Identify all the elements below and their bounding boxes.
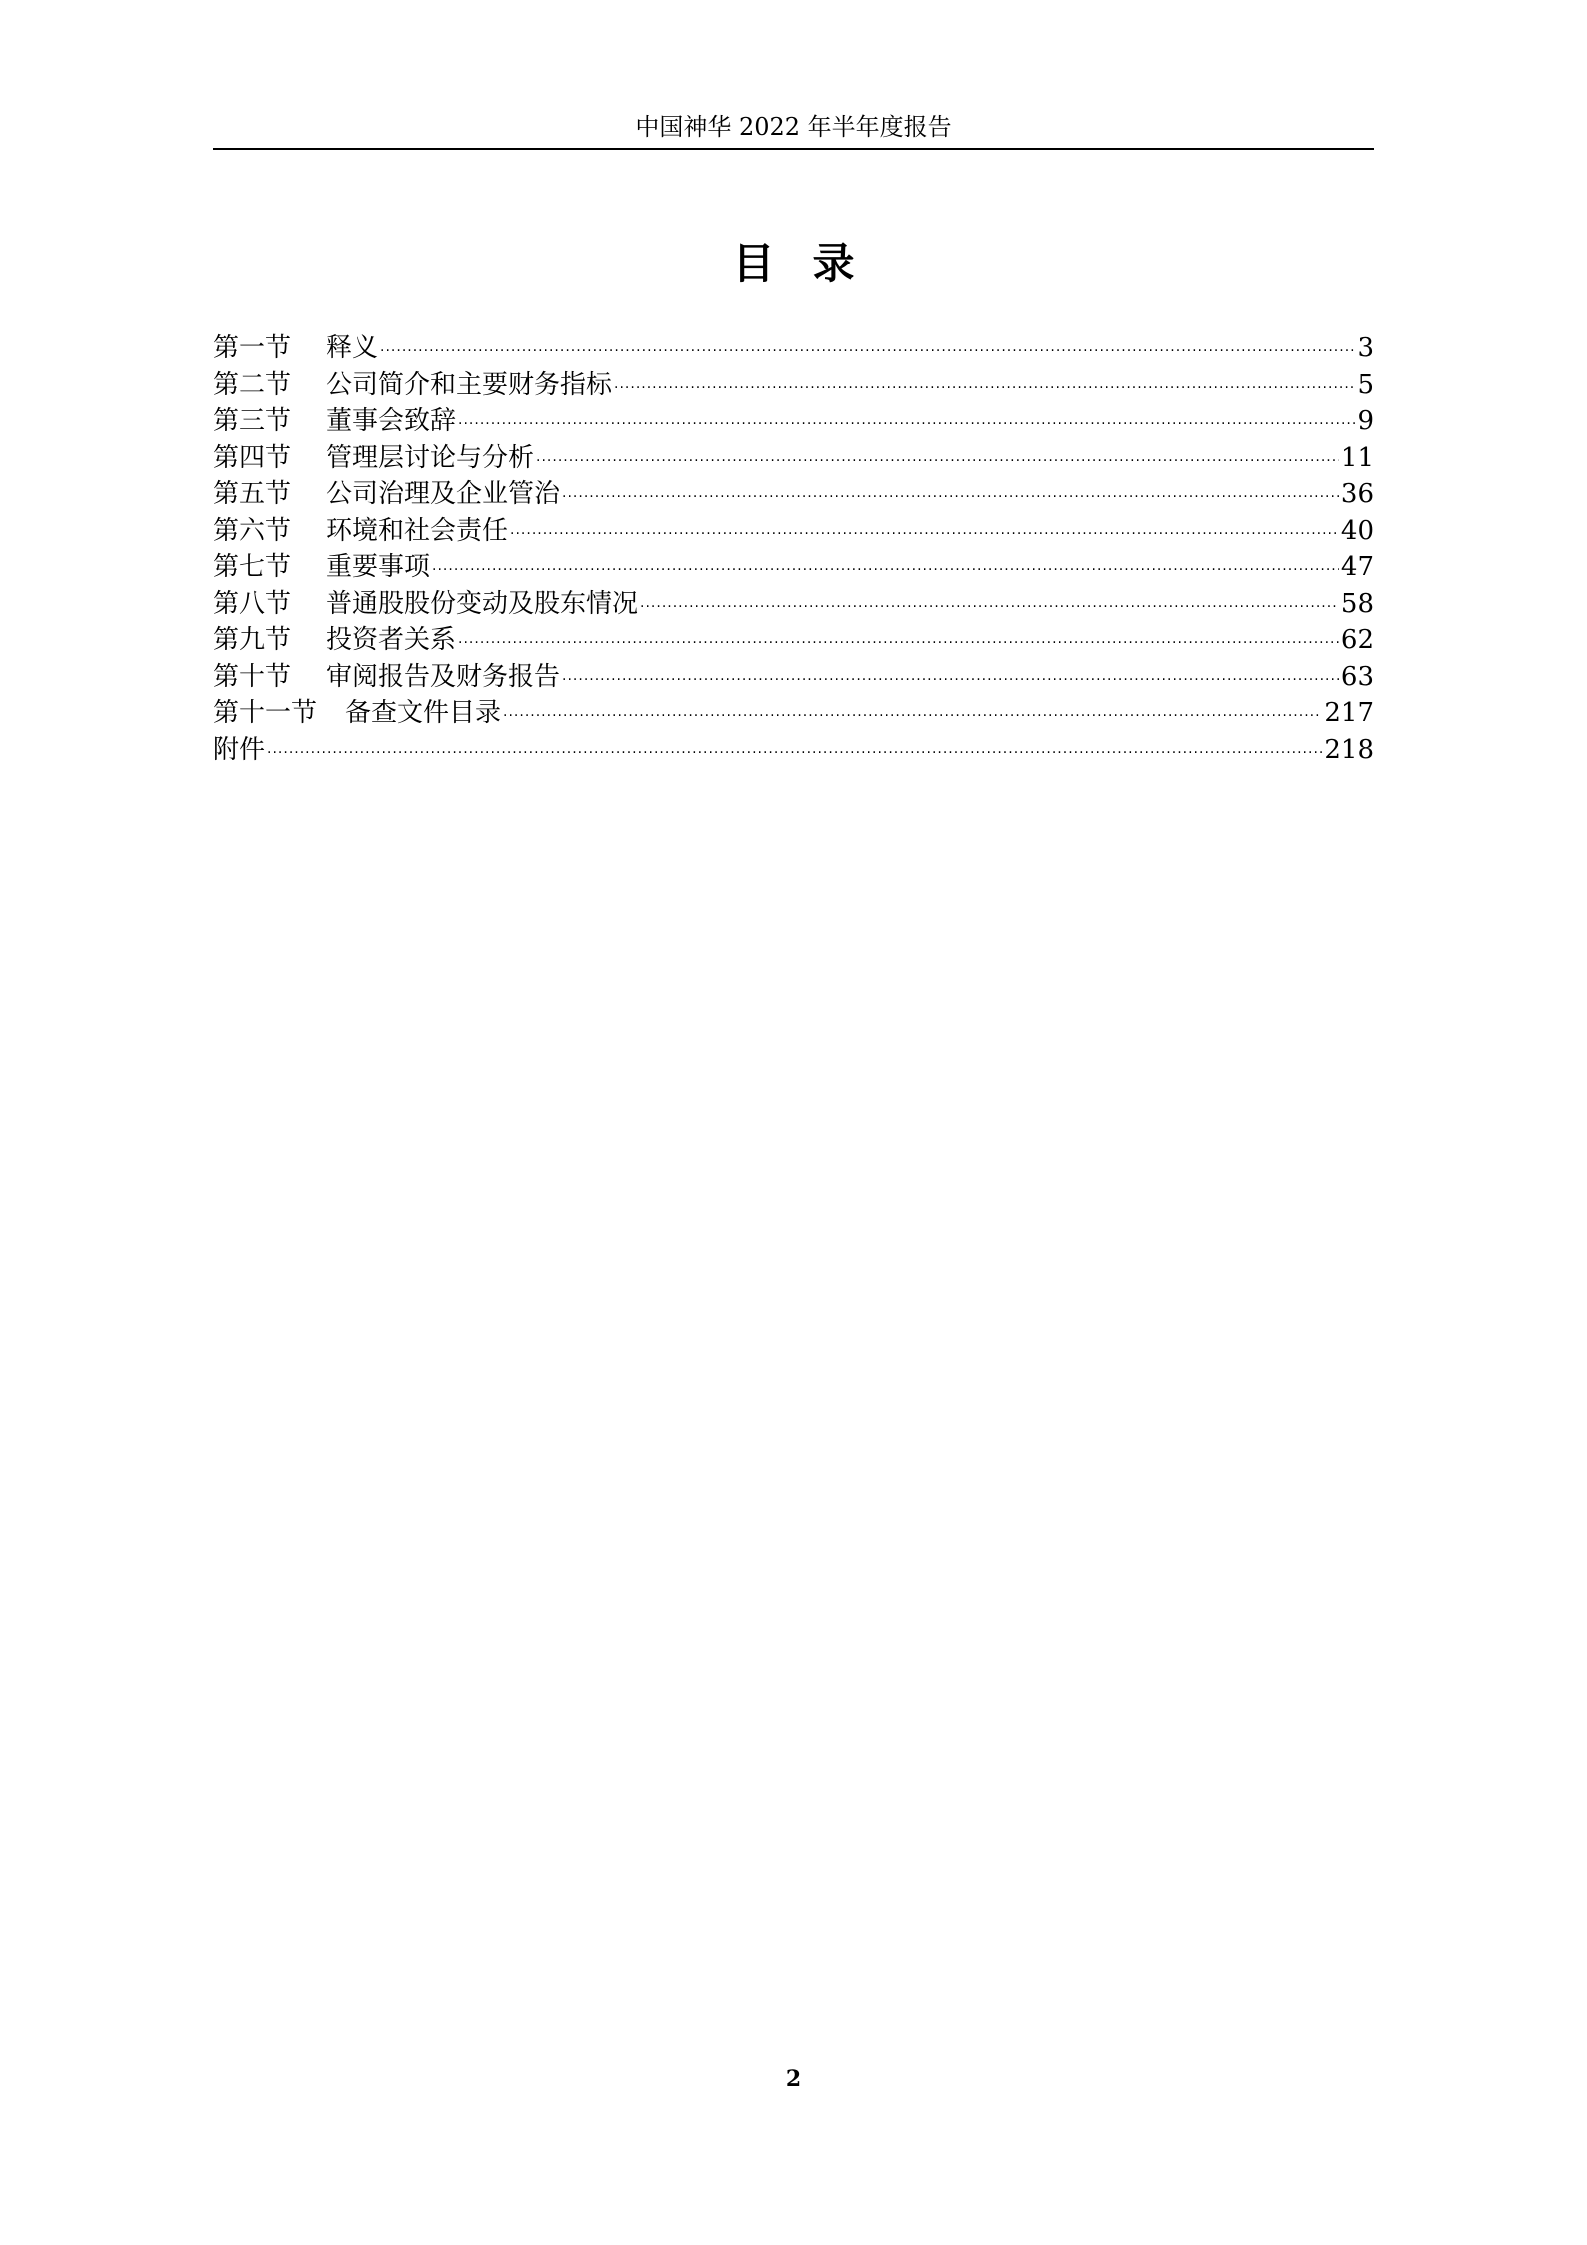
toc-leader-dots (510, 503, 1339, 539)
toc-section-title: 董事会致辞 (326, 406, 457, 436)
toc-leader-dots (432, 539, 1339, 575)
header-rule (213, 148, 1374, 150)
toc-section-title: 附件 (213, 734, 266, 765)
toc-item-2[interactable] (213, 357, 1374, 400)
toc-section-number: 第十一节 (213, 698, 318, 728)
toc-leader-dots (562, 466, 1339, 502)
toc-leader-dots (503, 685, 1322, 721)
toc-section-title: 备查文件目录 (345, 698, 502, 728)
toc-section-title: 公司简介和主要财务指标 (326, 369, 613, 400)
toc-title (213, 235, 1374, 293)
toc-page-number: 3 (1357, 333, 1374, 363)
toc-leader-dots (458, 393, 1355, 429)
toc-leader-dots (267, 722, 1322, 758)
toc-item-1[interactable] (213, 320, 1374, 363)
toc-page-number: 218 (1324, 734, 1374, 765)
toc-leader-dots (458, 612, 1339, 648)
toc-section-number: 第三节 (213, 406, 292, 436)
toc-item-appendix[interactable] (213, 722, 1374, 765)
toc-leader-dots (640, 576, 1339, 612)
toc-page-number: 40 (1340, 515, 1374, 546)
toc-section-number: 第七节 (213, 552, 292, 582)
toc-title-char-1: 目 (732, 239, 775, 288)
toc-list (213, 320, 1374, 765)
toc-section-title: 管理层讨论与分析 (326, 442, 535, 473)
toc-leader-dots (562, 649, 1339, 685)
toc-section-number: 第四节 (213, 442, 292, 473)
toc-section-title: 环境和社会责任 (326, 515, 509, 546)
page-header: 中国神华 2022 年半年度报告 (635, 113, 952, 141)
toc-leader-dots (614, 357, 1355, 393)
toc-page-number: 217 (1324, 698, 1374, 728)
toc-leader-dots (380, 320, 1355, 356)
toc-page-number: 9 (1357, 406, 1374, 436)
toc-section-title: 公司治理及企业管治 (326, 479, 561, 509)
toc-page-number: 5 (1357, 369, 1374, 400)
page-number: 2 (785, 2066, 802, 2092)
toc-page-number: 62 (1340, 625, 1374, 655)
toc-section-title: 普通股股份变动及股东情况 (326, 588, 639, 619)
toc-section-number: 第十节 (213, 661, 292, 692)
toc-section-number: 第二节 (213, 369, 292, 400)
toc-page-number: 58 (1340, 588, 1374, 619)
toc-title-char-2: 录 (812, 239, 855, 288)
toc-section-title: 释义 (326, 333, 379, 363)
toc-page-number: 47 (1340, 552, 1374, 582)
toc-page-number: 63 (1340, 661, 1374, 692)
toc-section-number: 第八节 (213, 588, 292, 619)
toc-section-title: 投资者关系 (326, 625, 457, 655)
toc-section-number: 第一节 (213, 333, 292, 363)
toc-section-number: 第六节 (213, 515, 292, 546)
toc-section-number: 第九节 (213, 625, 292, 655)
toc-section-title: 重要事项 (326, 552, 431, 582)
toc-section-title: 审阅报告及财务报告 (326, 661, 561, 692)
toc-page-number: 11 (1340, 442, 1374, 473)
toc-section-number: 第五节 (213, 479, 292, 509)
toc-page-number: 36 (1340, 479, 1374, 509)
toc-leader-dots (536, 430, 1339, 466)
